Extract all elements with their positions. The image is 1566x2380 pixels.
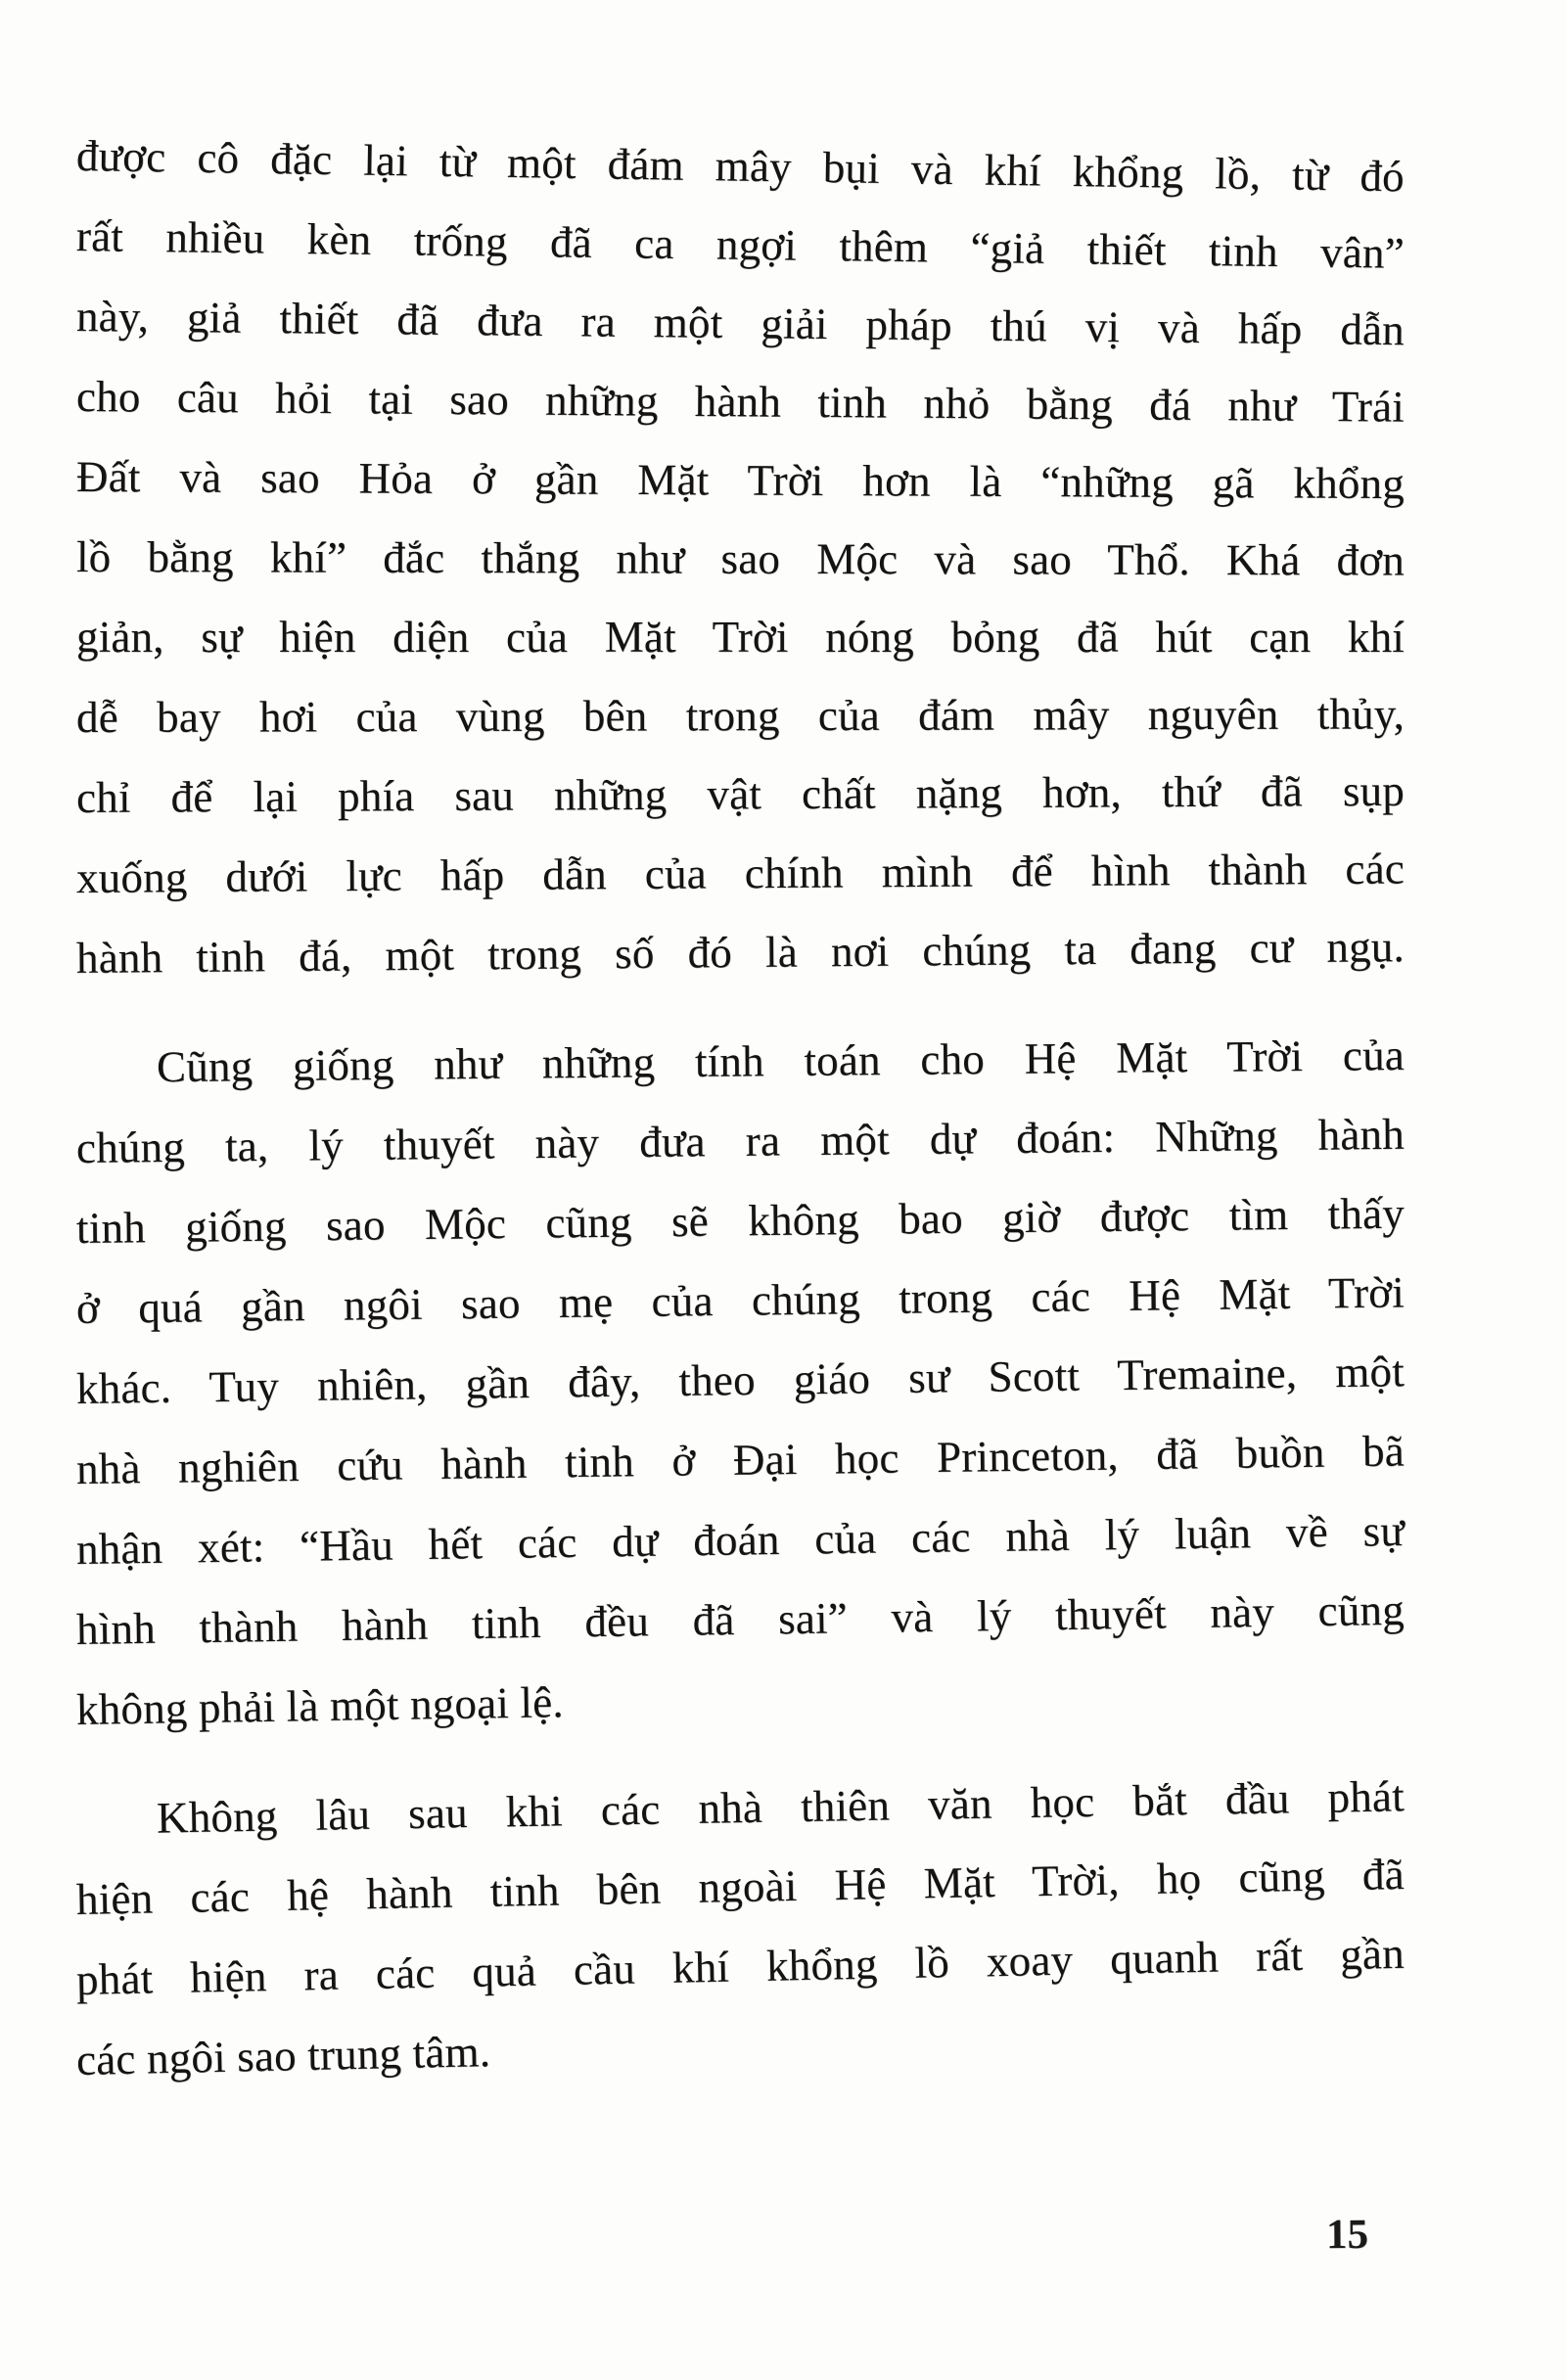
page-number: 15 (1325, 2211, 1369, 2259)
text-line: hình thành hành tinh đều đã sai” và lý thuyết này cũng (75, 1584, 1405, 1654)
text-line: xuống dưới lực hấp dẫn của chính mình để hình thành các (75, 844, 1405, 902)
text-line: tinh giống sao Mộc cũng sẽ không bao giờ được tìm thấy (75, 1188, 1405, 1253)
text-line: khác. Tuy nhiên, gần đây, theo giáo sư Scott Tremaine, một (75, 1347, 1405, 1413)
paragraph-3 (75, 1771, 1405, 2100)
paragraph-1 (76, 115, 1405, 998)
text-line: rất nhiều kèn trống đã ca ngợi thêm “giả thiết tinh vân” (75, 211, 1405, 278)
paragraph-2 (76, 1028, 1405, 1750)
text-line: dễ bay hơi của vùng bên trong của đám mây nguyên thủy, (75, 689, 1405, 742)
text-line: giản, sự hiện diện của Mặt Trời nóng bỏng đã hút cạn khí (76, 613, 1405, 662)
text-line: hiện các hệ hành tinh bên ngoài Hệ Mặt Trời, họ cũng đã (75, 1849, 1405, 1924)
text-line: nhà nghiên cứu hành tinh ở Đại học Princeton, đã buồn bã (75, 1426, 1405, 1493)
text-line: nhận xét: “Hầu hết các dự đoán của các nhà lý luận về sự (75, 1506, 1405, 1574)
text-line: phát hiện ra các quả cầu khí khổng lồ xoay quanh rất gần (75, 1928, 1405, 2004)
text-line: cho câu hỏi tại sao những hành tinh nhỏ bằng đá như Trái (75, 372, 1405, 432)
text-line: các ngôi sao trung tâm. (75, 2027, 491, 2084)
text-line: Đất và sao Hỏa ở gần Mặt Trời hơn là “những gã khổng (75, 452, 1405, 509)
text-line: Không lâu sau khi các nhà thiên văn học bắt đầu phát (156, 1771, 1405, 1843)
page-text-block (76, 115, 1405, 2100)
text-line: lồ bằng khí” đắc thắng như sao Mộc và sao Thổ. Khá đơn (75, 532, 1405, 585)
text-line: hành tinh đá, một trong số đó là nơi chúng ta đang cư ngụ. (75, 922, 1405, 983)
text-line: chỉ để lại phía sau những vật chất nặng hơn, thứ đã sụp (75, 765, 1405, 822)
text-line: Cũng giống như những tính toán cho Hệ Mặt Trời của (156, 1030, 1405, 1092)
text-line: không phải là một ngoại lệ. (75, 1677, 565, 1734)
text-line: chúng ta, lý thuyết này đưa ra một dự đoán: Những hành (75, 1109, 1405, 1172)
text-line: ở quá gần ngôi sao mẹ của chúng trong các Hệ Mặt Trời (75, 1267, 1405, 1333)
text-line: này, giả thiết đã đưa ra một giải pháp thú vị và hấp dẫn (75, 292, 1405, 355)
text-line: được cô đặc lại từ một đám mây bụi và khí khổng lồ, từ đó (75, 131, 1405, 202)
